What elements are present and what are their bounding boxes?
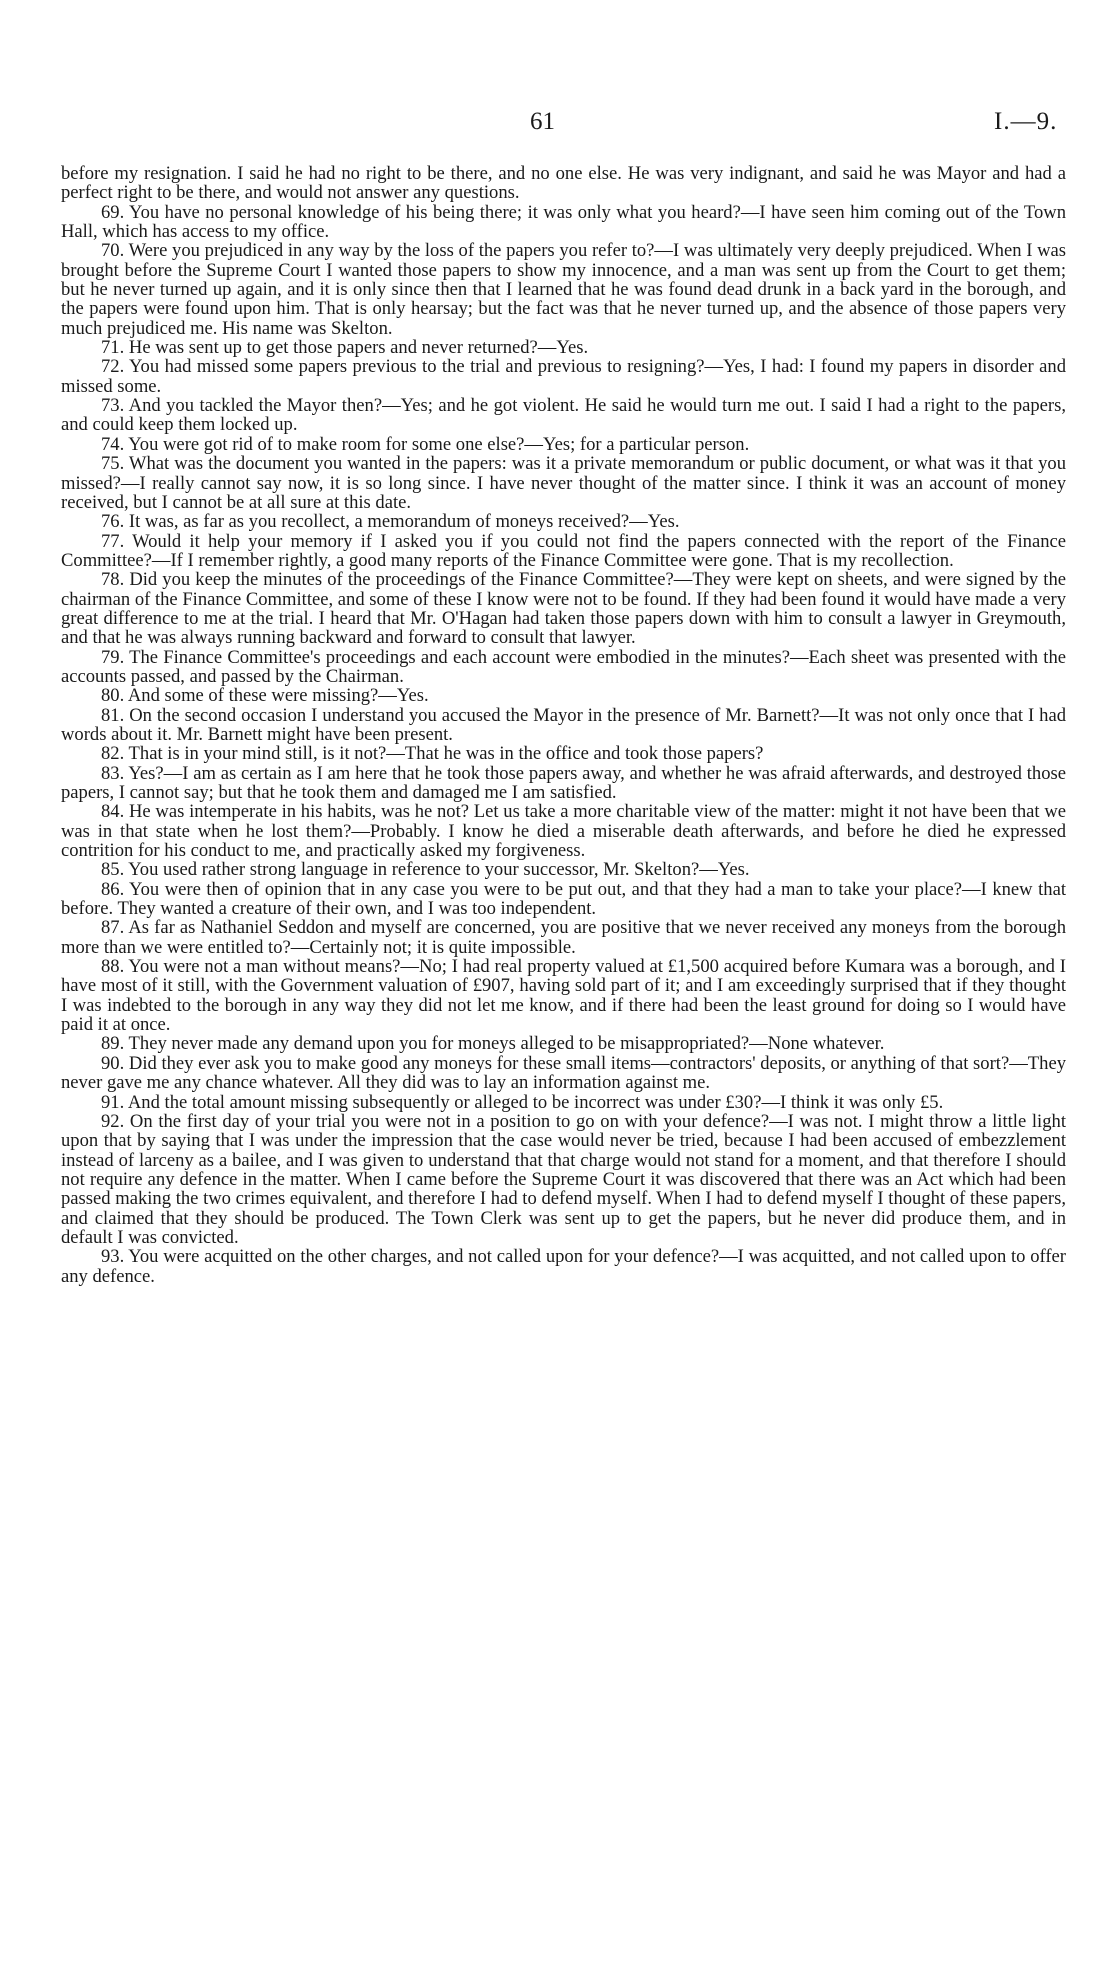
question-92: 92. On the first day of your trial you were not in a position to go on with your defence?—I was not. I might throw a little light upon that by saying that I was under the impression that the case would never be tried, because I had been accused of embezzlement instead of larceny as a bailee, and I was given to understand that that charge would not stand for a moment, and that therefore I should not require any defence in the matter. When I came before the Supreme Court it was discovered that there was an Act which had been passed making the two crimes equivalent, and therefore I had to defend myself. When I had to defend myself I thought of these papers, and claimed that they should be produced. The Town Clerk was sent up to get the papers, but he never did produce them, and in default I was convicted. [61,1110,1066,1248]
question-90: 90. Did they ever ask you to make good any moneys for these small items—contractors' deposits, or anything of that sort?—They never gave me any chance whatever. All they did was to lay an information against me. [61,1052,1066,1094]
question-78: 78. Did you keep the minutes of the proceedings of the Finance Committee?—They were kept on sheets, and were signed by the chairman of the Finance Committee, and some of these I know were not to be found. If they had been found it would have made a very great difference to me at the trial. I heard that Mr. O'Hagan had taken those papers down with him to consult a lawyer in Greymouth, and that he was always running backward and forward to consult that lawyer. [61,569,1066,649]
paragraph-continuation: before my resignation. I said he had no right to be there, and no one else. He was very indignant, and said he was Mayor and had a perfect right to be there, and would not answer any questions. [61,163,1066,204]
question-88: 88. You were not a man without means?—No; I had real property valued at £1,500 acquired before Kumara was a borough, and I have most of it still, with the Government valuation of £907, having sold part of it; and I am exceedingly surprised that if they thought I was indebted to the borough in any way they did not let me know, and if there had been the least ground for doing so I would have paid it at once. [61,956,1066,1036]
question-77: 77. Would it help your memory if I asked you if you could not find the papers connected with the report of the Finance Committee?—If I remember rightly, a good many reports of the Finance Committee were gone. That is my recollection. [61,530,1066,571]
question-72: 72. You had missed some papers previous to the trial and previous to resigning?—Yes, I had: I found my papers in disorder and missed some. [61,356,1066,397]
page-number: 61 [530,108,555,135]
question-91: 91. And the total amount missing subsequently or alleged to be incorrect was under £30?—I think it was only £5. [101,1091,944,1113]
question-70: 70. Were you prejudiced in any way by the loss of the papers you refer to?—I was ultimately very deeply prejudiced. When I was brought before the Supreme Court I wanted those papers to show my innocence, and a man was sent up from the Court to get them; but he never turned up again, and it is only since then that I learned that he was found dead drunk in a back yard in the borough, and the papers were found upon him. That is only hearsay; but the fact was that he never turned up, and the absence of those papers very much prejudiced me. His name was Skelton. [61,240,1066,339]
question-79: 79. The Finance Committee's proceedings and each account were embodied in the minutes?—Each sheet was presented with the accounts passed, and passed by the Chairman. [61,646,1066,687]
question-89: 89. They never made any demand upon you for moneys alleged to be misappropriated?—None whatever. [101,1033,885,1055]
question-87: 87. As far as Nathaniel Seddon and myself are concerned, you are positive that we never received any moneys from the borough more than we were entitled to?—Certainly not; it is quite impossible. [61,917,1066,958]
question-82: 82. That is in your mind still, is it not?—That he was in the office and took those papers? [101,743,764,765]
question-84: 84. He was intemperate in his habits, was he not? Let us take a more charitable view of the matter: might it not have been that we was in that state when he lost them?—Probably. I know he died a miserable death afterwards, and before he died he expressed contrition for his conduct to me, and practically asked my forgiveness. [61,801,1066,862]
testimony-body [61,164,1066,1286]
question-83: 83. Yes?—I am as certain as I am here that he took those papers away, and whether he was afraid afterwards, and destroyed those papers, I cannot say; but that he took them and damaged me I am satisfied. [61,762,1066,803]
question-80: 80. And some of these were missing?—Yes. [101,685,429,707]
question-69: 69. You have no personal knowledge of his being there; it was only what you heard?—I have seen him coming out of the Town Hall, which has access to my office. [61,201,1066,243]
question-73: 73. And you tackled the Mayor then?—Yes; and he got violent. He said he would turn me out. I said I had a right to the papers, and could keep them locked up. [61,395,1066,436]
question-81: 81. On the second occasion I understand you accused the Mayor in the presence of Mr. Barnett?—It was not only once that I had words about it. Mr. Barnett might have been present. [61,704,1066,745]
question-71: 71. He was sent up to get those papers and never returned?—Yes. [101,337,589,359]
question-75: 75. What was the document you wanted in the papers: was it a private memorandum or public document, or what was it that you missed?—I really cannot say now, it is so long since. I have never thought of the matter since. I think it was an account of money received, but I cannot be at all sure at this date. [61,453,1066,513]
question-74: 74. You were got rid of to make room for some one else?—Yes; for a particular person. [101,433,750,455]
page-header [0,108,1114,142]
question-76: 76. It was, as far as you recollect, a memorandum of moneys received?—Yes. [101,511,680,533]
question-85: 85. You used rather strong language in reference to your successor, Mr. Skelton?—Yes. [101,859,750,881]
question-86: 86. You were then of opinion that in any case you were to be put out, and that they had a man to take your place?—I knew that before. They wanted a creature of their own, and I was too independent. [61,878,1066,920]
page-reference: I.—9. [994,108,1058,135]
question-93: 93. You were acquitted on the other charges, and not called upon for your defence?—I was acquitted, and not called upon to offer any defence. [61,1246,1066,1287]
